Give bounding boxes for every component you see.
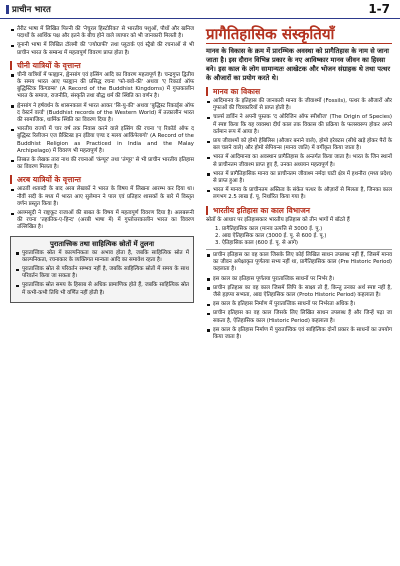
list-item: आदिमानव के इतिहास की जानकारी मानव के जीवाश्मों (Fossils), पत्थर के औजारों और गुफाओं की चित्रकारियों से प्राप्त होती है। — [206, 98, 392, 112]
header-rule — [0, 18, 400, 19]
chapter-intro: मानव के विकास के क्रम में प्रारम्भिक अवस्था को प्रागैतिहास के नाम से जाना जाता है। इस दौरान विभिन्न प्रकार के नए आविष्कार मानव जीवन का हिस्सा बने। इस काल के लोग सामान्यतः आखेटक और भोजन संग्राहक थे तथा पत्थर के औजारों का प्रयोग करते थे। — [206, 47, 391, 82]
period-item: 1. प्रागैतिहासिक काल (मानव उत्पत्ति से 3000 ई. पू.) — [215, 225, 323, 232]
list-item: तिब्बत के लेखक तारा नाथ की रचनाओं 'कंग्यूर' तथा 'तंग्यूर' से भी प्राचीन भारतीय इतिहास का विवरण मिलता है। — [10, 157, 194, 171]
list-item: इस काल के इतिहास निर्माण में पुरातात्त्विक साधनों पर निर्भरता अधिक है। — [206, 301, 392, 308]
section-lead: स्रोतों के आधार पर इतिहासकार भारतीय इतिहास को तीन भागों में बाँटते हैं — [206, 216, 350, 223]
comparison-box — [10, 236, 194, 303]
divider — [206, 249, 392, 250]
list-item: ह्वेनसांग ने हर्षवर्धन के शासनकाल में भारत आकर 'सि-यु-की' अथवा 'बुद्धिस्ट रिकार्ड्स ऑफ द वेस्टर्न वर्ल्ड' (Buddhist records of the Western World) में तत्कालीन भारत की सामाजिक, धार्मिक स्थिति का विवरण दिया है। — [10, 103, 194, 125]
list-item: पुरातात्त्विक स्रोत से परिवर्तन सम्भव नहीं है, जबकि साहित्यिक स्रोतों में समय के साथ परिवर्तन किया जा सकता है। — [15, 266, 189, 280]
list-item: चार्ल्स डार्विन ने अपनी पुस्तक 'द ओरिजिन ऑफ स्पीशीज' (The Origin of Species) में स्पष्ट किया कि यह व्यवस्था दीर्घ काल तक विकास की प्रक्रिया के फलस्वरूप होकर अपने वर्तमान रूप में आया है। — [206, 114, 392, 136]
page-number: 1-7 — [368, 2, 390, 16]
section-heading: चीनी यात्रियों के वृत्तान्त — [10, 61, 194, 70]
period-item: 2. आद्य ऐतिहासिक काल (3000 ई. पू. से 600 ई. पू.) — [215, 233, 327, 240]
section-title: प्राचीन भारत — [12, 5, 51, 15]
list-item: चीनी यात्रियों में फाह्यान, ह्वेनसांग एवं इत्सिंग आदि का विवरण महत्वपूर्ण है। चन्द्रगुप्त द्वितीय के समय भारत आए फाह्यान की प्रसिद्ध रचना 'फो-क्वो-की' अथवा 'ए रिकार्ड ऑफ बुद्धिस्टिक किंगडम्स' (A Record of the Buddhist Kingdoms) में गुप्तकालीन भारत के समाज, राजनीति, संस्कृति तथा बौद्ध धर्म की स्थिति का वर्णन है। — [10, 72, 194, 101]
list-item: पुरातात्त्विक स्रोत में काल्पनिकता का अभाव होता है, जबकि साहित्यिक स्रोत में काल्पनिकता, रचनाकार के व्यक्तिगत मान्यता आदि का समावेश रहता है। — [15, 250, 189, 264]
list-item: पुरातात्त्विक स्रोत समय के हिसाब से अधिक प्रामाणिक होते हैं, जबकि साहित्यिक स्रोत में कभी-कभी तिथि भी वर्णित नहीं होती है। — [15, 282, 189, 296]
period-item: 3. ऐतिहासिक काल (600 ई. पू. से आगे) — [215, 240, 299, 247]
list-item: इस काल के इतिहास निर्माण में पुरातात्त्विक एवं साहित्यिक दोनों प्रकार के साधनों का उपयोग किया जाता है। — [206, 327, 392, 341]
list-item: आठवीं शताब्दी के बाद अरब लेखकों ने भारत के विषय में लिखना आरम्भ कर दिया था। नौवीं सदी के मध्य में भारत आए सुलेमान ने पाल एवं प्रतिहार शासकों के बारे में विस्तृत वर्णन प्रस्तुत किया है। — [10, 186, 194, 208]
list-item: भारतीय राज्यों में चार वर्ष तक निवास करने वाले इत्सिंग की रचना 'ए रिकॉर्ड ऑफ द बुद्धिस्ट रिलीजन एज प्रैक्टिस्ड इन इंडिया एण्ड द मलय आर्किपेलागो' (A Record of the Buddhist Religion as Practiced in India and the Malay Archipelago) में विवरण भी महत्वपूर्ण है। — [10, 126, 194, 155]
list-item: भारत में मानव के प्राचीनतम अस्तित्व के संकेत पत्थर के औज़ारों से मिलता है, जिनका काल लगभग 2.5 लाख ई. पू. निर्धारित किया गया है। — [206, 187, 392, 201]
section-heading: मानव का विकास — [206, 87, 392, 96]
left-column — [10, 26, 194, 303]
right-column — [206, 26, 392, 343]
list-item: अलमसूदी ने राष्ट्रकूट राजाओं की बाबत के विषय में महत्वपूर्ण विवरण दिया है। अलबरूनी की रचना 'तहकीक-ए-हिन्द' (अरबी भाषा में) में गुप्तोत्तरकालीन भारत का विवरण उल्लिखित है। — [10, 210, 194, 232]
section-marker — [6, 5, 9, 14]
box-title: पुरातात्त्विक तथा साहित्यिक स्रोतों में तुलना — [50, 239, 154, 248]
list-item: प्राय जीवाश्मों को होमो हेबिलिस (औजार बनाने वाले), होमो इरेक्टस (सीधे खड़े होकर पैरों के बल चलने वाले) और होमो सेपियन्स (मानव जाति) में वर्गीकृत किया जाता है। — [206, 138, 392, 152]
list-item: प्राचीन इतिहास का वह काल जिसमें लिपि के साक्ष्य तो हैं, किन्तु उनका अर्थ स्पष्ट नहीं है, जैसे हड़प्पा सभ्यता, आद्य ऐतिहासिक काल (Proto Historic Period) कहलाता है। — [206, 285, 392, 299]
list-item: भारत में प्रागैतिहासिक मानव का प्राचीनतम जीवाश्म नर्मदा घाटी क्षेत्र में हथनौरा (मध्य प्रदेश) से प्राप्त हुआ है। — [206, 171, 392, 185]
page-header — [0, 0, 400, 20]
list-item: यूनानी भाषा में लिखित टॉलमी की 'ज्योग्राफी' तथा प्लूटार्क एवं स्ट्रैबो की रचनाओं से भी प्राचीन भारत के सम्बन्ध में महत्वपूर्ण विवरण प्राप्त होता है। — [10, 42, 194, 56]
section-heading: अरब यात्रियों के वृत्तान्त — [10, 175, 194, 184]
list-item: प्राचीन इतिहास का वह काल जिसके लिए कोई लिखित साधन उपलब्ध नहीं हैं, जिसमें मानव का जीवन अपेक्षाकृत पूर्णतया सभ्य नहीं था, प्रागैतिहासिक काल (Pre Historic Period) कहलाता है। — [206, 252, 392, 274]
list-item: भारत में आदिमानव का अवस्थान प्रागैतिहास के अन्तर्गत किया जाता है। भारत के जिन स्थानों से प्राचीनतम जीवाश्म प्राप्त हुए हैं, उनका अध्ययन महत्वपूर्ण है। — [206, 154, 392, 168]
section-heading: भारतीय इतिहास का काल विभाजन — [206, 206, 392, 215]
list-item: इस काल का इतिहास पूर्णतया पुरातात्त्विक साधनों पर निर्भर है। — [206, 276, 392, 283]
list-item: तैरीट भाषा में लिखित पिल्नी की 'नेचुरल हिस्टोरिका' से भारतीय पशुओं, पौधों और खनिज पदार्थों के आर्थिक पक्ष और इतने के बीच होने वाले व्यापार को भी जानकारी मिलती है। — [10, 26, 194, 40]
chapter-title: प्रागैतिहासिक संस्कृतियाँ — [206, 26, 392, 44]
list-item: प्राचीन इतिहास का वह काल जिसके लिए लिखित साधन उपलब्ध हैं और जिन्हें पढ़ा जा सकता है, ऐतिहासिक काल (Historic Period) कहलाता है। — [206, 310, 392, 324]
